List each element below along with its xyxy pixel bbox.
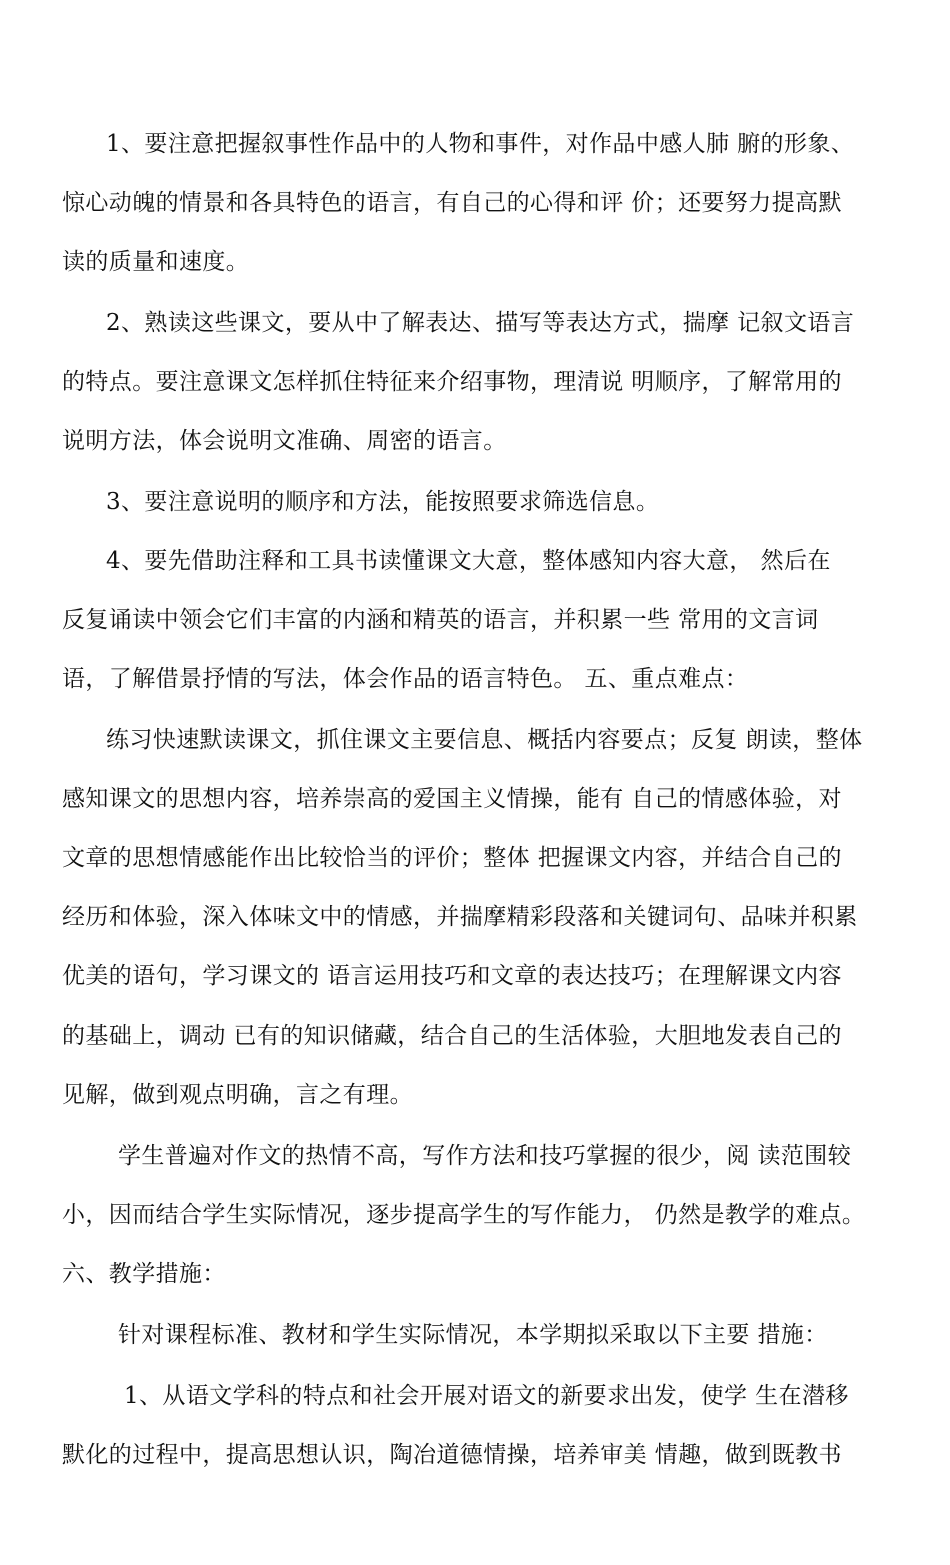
text-line: 1、要注意把握叙事性作品中的人物和事件，对作品中感人肺 腑的形象、 (106, 131, 855, 157)
text-line: 的基础上，调动 已有的知识储藏，结合自己的生活体验，大胆地发表自己的 (62, 1023, 842, 1049)
text-line: 读的质量和速度。 (62, 249, 250, 275)
text-line: 感知课文的思想内容，培养崇高的爱国主义情操，能有 自己的情感体验，对 (62, 786, 842, 812)
text-line: 说明方法，体会说明文准确、周密的语言。 (62, 428, 507, 454)
text-line: 针对课程标准、教材和学生实际情况，本学期拟采取以下主要 措施： (118, 1322, 828, 1348)
text-line: 小，因而结合学生实际情况，逐步提高学生的写作能力， 仍然是教学的难点。 (62, 1202, 866, 1228)
text-line: 惊心动魄的情景和各具特色的语言，有自己的心得和评 价；还要努力提高默 (62, 190, 842, 216)
text-line: 1、从语文学科的特点和社会开展对语文的新要求出发，使学 生在潜移 (124, 1383, 849, 1409)
text-line: 优美的语句，学习课文的 语言运用技巧和文章的表达技巧；在理解课文内容 (62, 963, 842, 989)
text-line: 默化的过程中，提高思想认识，陶冶道德情操，培养审美 情趣，做到既教书 (62, 1442, 842, 1468)
text-line: 4、要先借助注释和工具书读懂课文大意，整体感知内容大意， 然后在 (106, 548, 831, 574)
text-line: 文章的思想情感能作出比较恰当的评价；整体 把握课文内容，并结合自己的 (62, 845, 842, 871)
text-line: 见解，做到观点明确，言之有理。 (62, 1082, 413, 1108)
text-line: 经历和体验，深入体味文中的情感，并揣摩精彩段落和关键词句、品味并积累 (62, 904, 858, 930)
text-line: 学生普遍对作文的热情不高，写作方法和技巧掌握的很少，阅 读范围较 (118, 1143, 852, 1169)
text-line: 反复诵读中领会它们丰富的内涵和精英的语言，并积累一些 常用的文言词 (62, 607, 819, 633)
text-line: 练习快速默读课文，抓住课文主要信息、概括内容要点；反复 朗读，整体 (106, 727, 863, 753)
text-line: 语，了解借景抒情的写法，体会作品的语言特色。 五、重点难点： (62, 666, 749, 692)
section-heading: 六、教学措施： (62, 1261, 226, 1287)
text-line: 2、熟读这些课文，要从中了解表达、描写等表达方式，揣摩 记叙文语言 (106, 310, 855, 336)
text-line: 的特点。要注意课文怎样抓住特征来介绍事物，理清说 明顺序，了解常用的 (62, 369, 842, 395)
text-line: 3、要注意说明的顺序和方法，能按照要求筛选信息。 (106, 489, 660, 515)
